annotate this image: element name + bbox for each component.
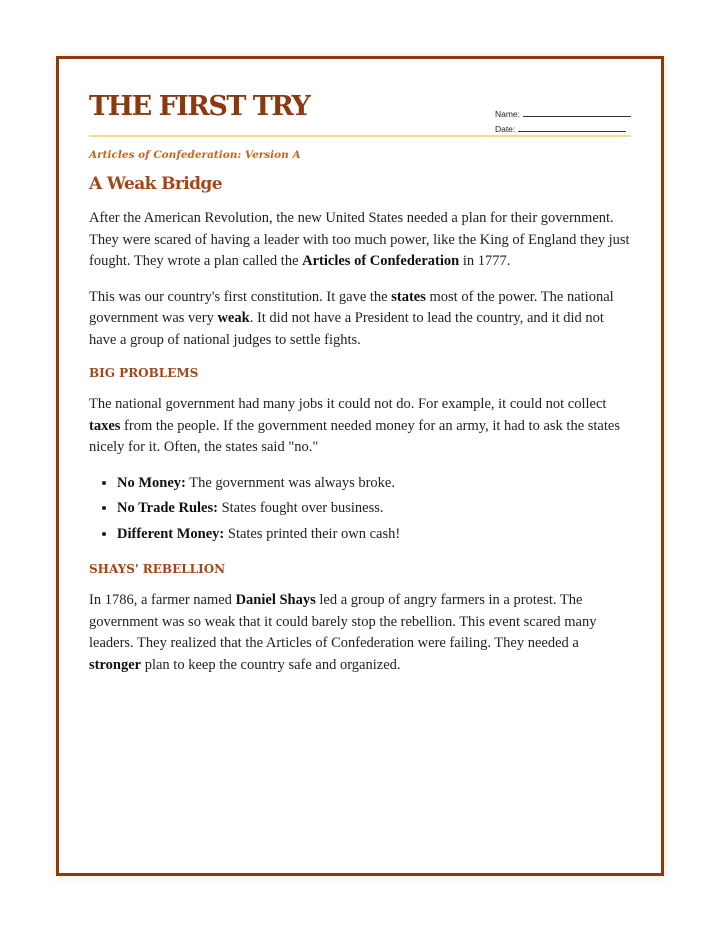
student-fields [495, 89, 631, 137]
list-item-text: States fought over business. [217, 500, 384, 516]
date-label: Date: [494, 124, 516, 134]
text-span: The national government had many jobs it could not do. For example, it could not collect [89, 396, 607, 412]
bold-term: Daniel Shays [235, 592, 316, 608]
list-item [117, 496, 631, 522]
text-span: plan to keep the country safe and organized. [141, 656, 401, 673]
worksheet-content [89, 89, 631, 676]
bold-term: Articles of Confederation [302, 253, 460, 269]
name-field [495, 107, 631, 122]
list-item-label: No Trade Rules: [117, 500, 218, 516]
list-item [117, 471, 631, 497]
intro-paragraph [89, 208, 631, 273]
text-span: After the American Revolution, the new United States needed a plan for their government. They were scared of having a leader with too much power, like the King of England they just fought. They wrote a plan called the [89, 210, 630, 269]
name-label: Name: [494, 109, 520, 119]
list-item [117, 522, 631, 548]
date-blank-line [518, 123, 626, 132]
list-item-text: States printed their own cash! [224, 525, 401, 542]
big-problems-heading: BIG PROBLEMS [89, 366, 199, 380]
text-span: This was our country's first constitution. It gave the [89, 288, 392, 305]
bold-term: weak [217, 310, 250, 326]
text-span: in 1777. [459, 253, 511, 269]
text-span: most of the power. The national government was very [89, 288, 614, 326]
text-span: In 1786, a farmer named [89, 592, 236, 608]
name-blank-line [523, 108, 631, 117]
text-span: from the people. If the government needed money for an army, it had to ask the states nicely for it. Often, the states said "no." [89, 417, 620, 455]
big-problems-paragraph [89, 394, 631, 459]
page-title: THE FIRST TRY [89, 91, 310, 122]
bold-term: stronger [89, 656, 142, 673]
text-span: . It did not have a President to lead the country, and it did not have a group of national judges to settle fights. [89, 310, 604, 348]
constitution-paragraph [89, 287, 631, 352]
worksheet-page [56, 56, 664, 876]
shays-paragraph [89, 590, 631, 676]
section-title: A Weak Bridge [89, 174, 222, 194]
worksheet-header [89, 89, 631, 137]
list-item-label: No Money: [117, 474, 186, 491]
text-span: led a group of angry farmers in a protest. The government was so weak that it could barely stop the rebellion. This event scared many leaders. They realized that the Articles of Confederation were failing. They needed a [89, 592, 597, 651]
problems-list [89, 471, 631, 548]
shays-rebellion-heading: SHAYS' REBELLION [89, 562, 226, 576]
list-item-label: Different Money: [117, 525, 225, 542]
date-field [495, 122, 631, 137]
bold-term: taxes [89, 417, 121, 434]
list-item-text: The government was always broke. [185, 474, 395, 491]
worksheet-subtitle: Articles of Confederation: Version A [89, 149, 301, 161]
bold-term: states [391, 288, 426, 305]
